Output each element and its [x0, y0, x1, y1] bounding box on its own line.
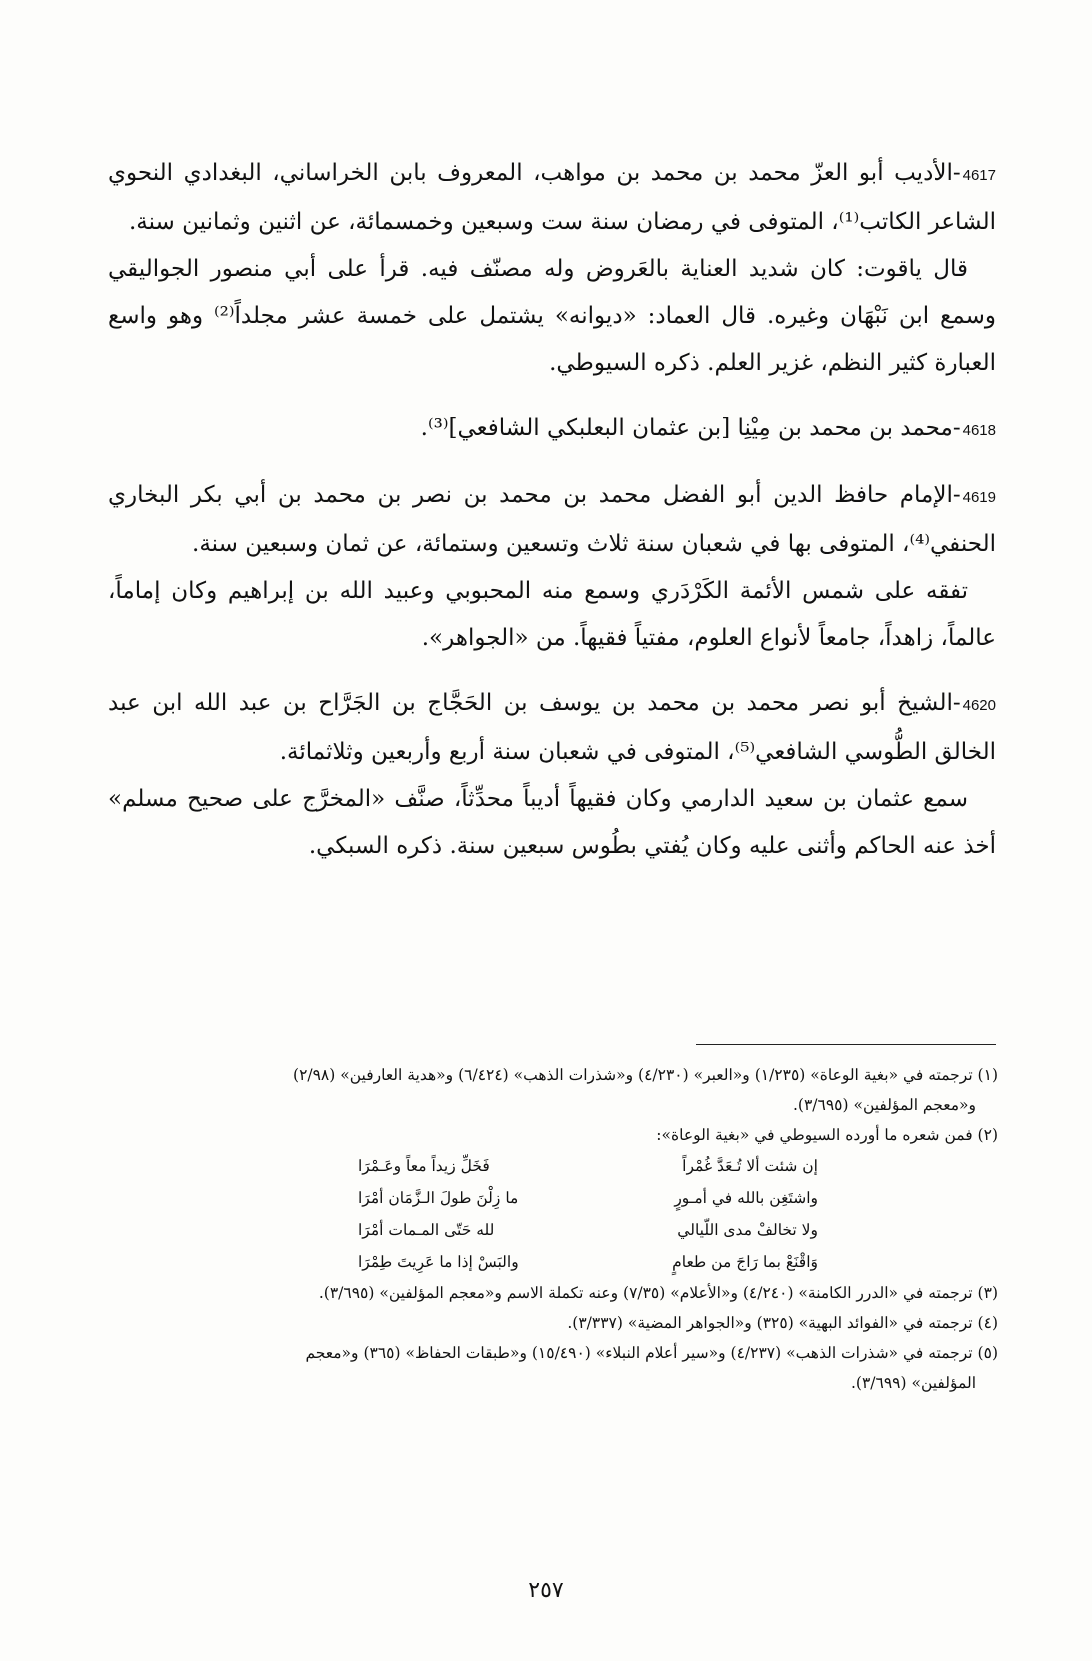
footnote-5: (٥) ترجمته في «شذرات الذهب» (٤/٢٣٧) و«سير أعلام النبلاء» (١٥/٤٩٠) و«طبقات الحفاظ» (٣٦٥) و«معجم — [305, 1344, 998, 1362]
footnote-4: (٤) ترجمته في «الفوائد البهية» (٣٢٥) و«الجواهر المضية» (٣/٣٣٧). — [567, 1314, 998, 1332]
entry-4618 — [108, 405, 996, 454]
poem-first-hemistich: ولا تخالفْ مدى اللّيالي — [677, 1221, 818, 1239]
page-number: ٢٥٧ — [528, 1578, 564, 1603]
poem-second-hemistich: والبَسْ إذا ما عَرِيتَ طِمْرَا — [358, 1253, 519, 1271]
entry-paragraph: قال ياقوت: كان شديد العناية بالعَروض وله مصنّف فيه. قرأ على أبي منصور الجواليقي وسمع ابن نَبْهَان وغيره. قال العماد: «ديوانه» يشتمل على خمسة عشر مجلداً⁽²⁾ وهو واسع العبارة كثير النظم، غزير العلم. ذكره السيوطي. — [108, 256, 996, 376]
footnote-1: (١) ترجمته في «بغية الوعاة» (١/٢٣٥) و«العبر» (٤/٢٣٠) و«شذرات الذهب» (٦/٤٢٤) و«هدية العارفين» (٢/٩٨) — [293, 1066, 998, 1084]
poem-second-hemistich: فَخَلِّ زيداً معاً وعَـمْرَا — [358, 1157, 490, 1175]
entry-paragraph: 4620-الشيخ أبو نصر محمد بن محمد بن يوسف بن الحَجَّاج بن الجَرَّاح بن عبد الله ابن عبد الخالق الطُّوسي الشافعي⁽⁵⁾، المتوفى في شعبان سنة أربع وأربعين وثلاثمائة. — [108, 680, 996, 776]
poem-verse — [358, 1182, 818, 1214]
entry-paragraph: سمع عثمان بن سعيد الدارمي وكان فقيهاً أديباً محدِّثاً، صنَّف «المخرَّج على صحيح مسلم» أخذ عنه الحاكم وأثنى عليه وكان يُفتي بطُوس سبعين سنة. ذكره السبكي. — [108, 786, 996, 859]
poem-verse — [358, 1214, 818, 1246]
entry-4620 — [108, 680, 996, 870]
entry-4617 — [108, 150, 996, 387]
entry-4619 — [108, 472, 996, 662]
entry-paragraph: 4619-الإمام حافظ الدين أبو الفضل محمد بن محمد بن نصر بن محمد بن أبي بكر البخاري الحنفي⁽⁴⁾، المتوفى بها في شعبان سنة ثلاث وتسعين وستمائة، عن ثمان وسبعين سنة. — [108, 472, 996, 568]
poem-first-hemistich: واشتَغِن بالله في أمـورٍ — [674, 1189, 818, 1207]
footnote-3: (٣) ترجمته في «الدرر الكامنة» (٤/٢٤٠) و«الأعلام» (٧/٣٥) وعنه تكملة الاسم و«معجم المؤلفين» (٣/٦٩٥). — [318, 1284, 998, 1302]
poem-second-hemistich: لله حَتّى المـمات أمْرَا — [358, 1221, 495, 1239]
entry-number: 4619 — [962, 489, 996, 506]
entry-text: محمد بن محمد بن مِيْنِا [بن عثمان البعلبكي الشافعي]⁽³⁾. — [420, 415, 953, 441]
biography-entries — [108, 150, 996, 888]
entry-paragraph: 4618-محمد بن محمد بن مِيْنِا [بن عثمان البعلبكي الشافعي]⁽³⁾. — [108, 405, 996, 454]
entry-text: الإمام حافظ الدين أبو الفضل محمد بن محمد بن نصر بن محمد بن أبي بكر البخاري الحنفي⁽⁴⁾، المتوفى بها في شعبان سنة ثلاث وتسعين وستمائة، عن ثمان وسبعين سنة. — [108, 482, 996, 557]
footnote-1-continued: و«معجم المؤلفين» (٣/٦٩٥). — [792, 1096, 976, 1114]
footnote-separator — [696, 1044, 996, 1045]
entry-text: الشيخ أبو نصر محمد بن محمد بن يوسف بن الحَجَّاج بن الجَرَّاح بن عبد الله ابن عبد الخالق الطُّوسي الشافعي⁽⁵⁾، المتوفى في شعبان سنة أربع وأربعين وثلاثمائة. — [108, 690, 996, 765]
poem-verse — [358, 1246, 818, 1278]
entry-number: 4620 — [962, 697, 996, 714]
poem-first-hemistich: إن شئت ألا تُـعَدَّ غُمْراً — [682, 1157, 818, 1175]
entry-number: 4617 — [962, 167, 996, 184]
entry-paragraph: 4617-الأديب أبو العزّ محمد بن محمد بن مواهب، المعروف بابن الخراساني، البغدادي النحوي الشاعر الكاتب⁽¹⁾، المتوفى في رمضان سنة ست وسبعين وخمسمائة، عن اثنين وثمانين سنة. — [108, 150, 996, 246]
entry-number: 4618 — [962, 422, 996, 439]
poem-second-hemistich: ما زِلْنَ طولَ الـزَّمَان أمْرَا — [358, 1189, 519, 1207]
footnote-2: (٢) فمن شعره ما أورده السيوطي في «بغية الوعاة»: — [656, 1126, 998, 1144]
poem-first-hemistich: وَاقْنَعْ بما رَاجَ من طعامٍ — [672, 1253, 818, 1271]
poem-verse — [358, 1150, 818, 1182]
footnotes — [102, 1060, 998, 1398]
entry-paragraph: تفقه على شمس الأئمة الكَرْدَري وسمع منه المحبوبي وعبيد الله بن إبراهيم وكان إماماً، عالماً، زاهداً، جامعاً لأنواع العلوم، مفتياً فقيهاً. من «الجواهر». — [108, 578, 996, 651]
footnote-5-continued: المؤلفين» (٣/٦٩٩). — [850, 1374, 976, 1392]
entry-text: الأديب أبو العزّ محمد بن محمد بن مواهب، المعروف بابن الخراساني، البغدادي النحوي الشاعر الكاتب⁽¹⁾، المتوفى في رمضان سنة ست وسبعين وخمسمائة، عن اثنين وثمانين سنة. — [108, 160, 996, 235]
poem — [102, 1150, 998, 1278]
